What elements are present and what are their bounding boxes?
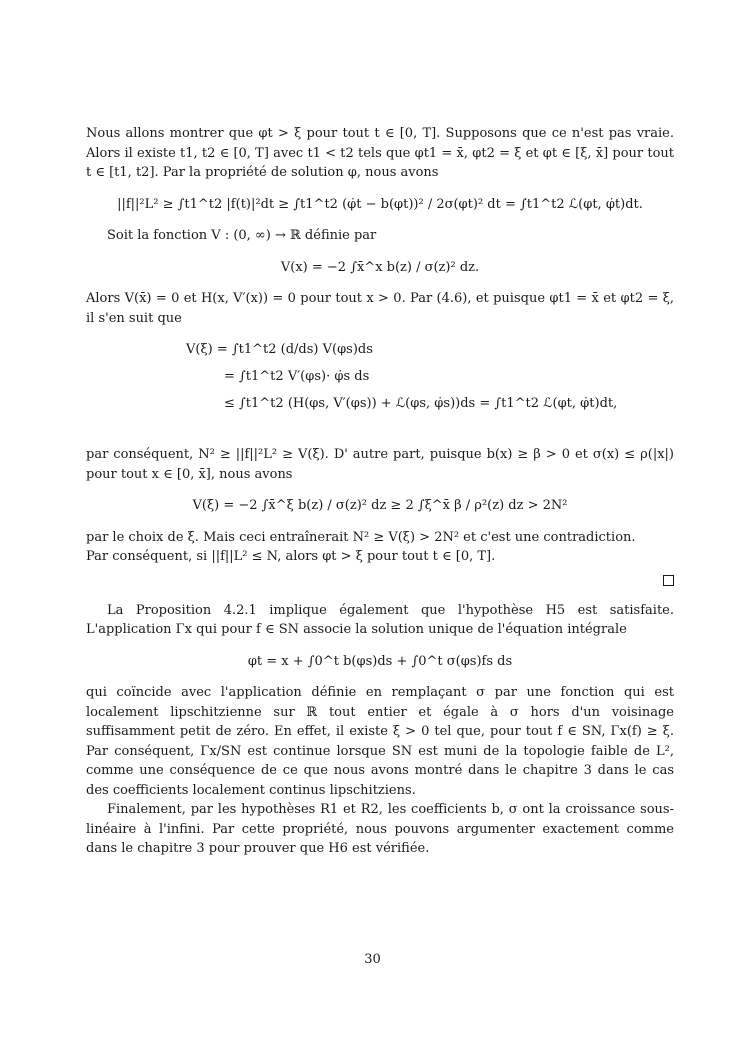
equation-V-definition: V(x) = −2 ∫x̄^x b(z) / σ(z)² dz. xyxy=(280,259,480,275)
equation-row-1: V(ξ) = ∫t1^t2 (d/ds) V(φs)ds xyxy=(186,342,373,357)
paragraph-5a: par le choix de ξ. Mais ceci entraînerait N² ≥ V(ξ) > 2N² et c'est une contradiction. xyxy=(86,529,636,545)
paragraph-5b: Par conséquent, si ||f||L² ≤ N, alors φt > ξ pour tout t ∈ [0, T]. xyxy=(86,549,496,564)
equation-row-3: ≤ ∫t1^t2 (H(φs, V′(φs)) + ℒ(φs, φ̇s))ds = ∫t1^t2 ℒ(φt, φ̇t)dt, xyxy=(224,396,618,411)
paragraph-8: Finalement, par les hypothèses R1 et R2, les coefficients b, σ ont la croissance sous-linéaire à l'infini. Par cette propriété, nous pouvons argumenter exactement comme dans le chapitre 3 pour prouver que H6 est vérifiée. xyxy=(86,802,674,856)
equation-V-xi-bound: V(ξ) = −2 ∫x̄^ξ b(z) / σ(z)² dz ≥ 2 ∫ξ^x̄ β / ρ²(z) dz > 2N² xyxy=(192,498,568,513)
qed-square-icon xyxy=(663,575,674,586)
paragraph-2: Soit la fonction V : (0, ∞) → ℝ définie par xyxy=(107,228,377,243)
equation-V-xi-chain xyxy=(186,340,674,421)
equation-integral: φt = x + ∫0^t b(φs)ds + ∫0^t σ(φs)fs ds xyxy=(247,653,513,669)
paragraph-4: par conséquent, N² ≥ ||f||²L² ≥ V(ξ). D' autre part, puisque b(x) ≥ β > 0 et σ(x) ≤ ρ(|x|) pour tout x ∈ [0, x̄], nous avons xyxy=(86,447,674,482)
equation-norm-bound: ||f||²L² ≥ ∫t1^t2 |f(t)|²dt ≥ ∫t1^t2 (φ̇t − b(φt))² / 2σ(φt)² dt = ∫t1^t2 ℒ(φt, φ̇t)dt. xyxy=(117,196,643,212)
paragraph-7: qui coïncide avec l'application définie en remplaçant σ par une fonction qui est localement lipschitzienne sur ℝ tout entier et égale à σ hors d'un voisinage suffisamment petit de zéro. En effet, il existe ξ > 0 tel que, pour tout f ∈ SN, Γx(f) ≥ ξ. Par conséquent, Γx/SN est continue lorsque SN est muni de la topologie faible de L², comme une conséquence de ce que nous avons montré dans le chapitre 3 dans le cas des coefficients localement continus lipschitziens. xyxy=(86,685,674,798)
paragraph-6: La Proposition 4.2.1 implique également que l'hypothèse H5 est satisfaite. L'application Γx qui pour f ∈ SN associe la solution unique de l'équation intégrale xyxy=(86,602,674,637)
page-number: 30 xyxy=(364,952,381,967)
paragraph-3: Alors V(x̄) = 0 et H(x, V′(x)) = 0 pour tout x > 0. Par (4.6), et puisque φt1 = x̄ et φt2 = ξ, il s'en suit que xyxy=(86,291,674,326)
equation-row-2: = ∫t1^t2 V′(φs)· φ̇s ds xyxy=(224,369,370,384)
paragraph-1: Nous allons montrer que φt > ξ pour tout t ∈ [0, T]. Supposons que ce n'est pas vraie. Alors il existe t1, t2 ∈ [0, T] avec t1 < t2 tels que φt1 = x̄, φt2 = ξ et φt ∈ [ξ, x̄] pour tout t ∈ [t1, t2]. Par la propriété de solution φ, nous avons xyxy=(86,126,674,180)
page-body xyxy=(86,124,674,859)
